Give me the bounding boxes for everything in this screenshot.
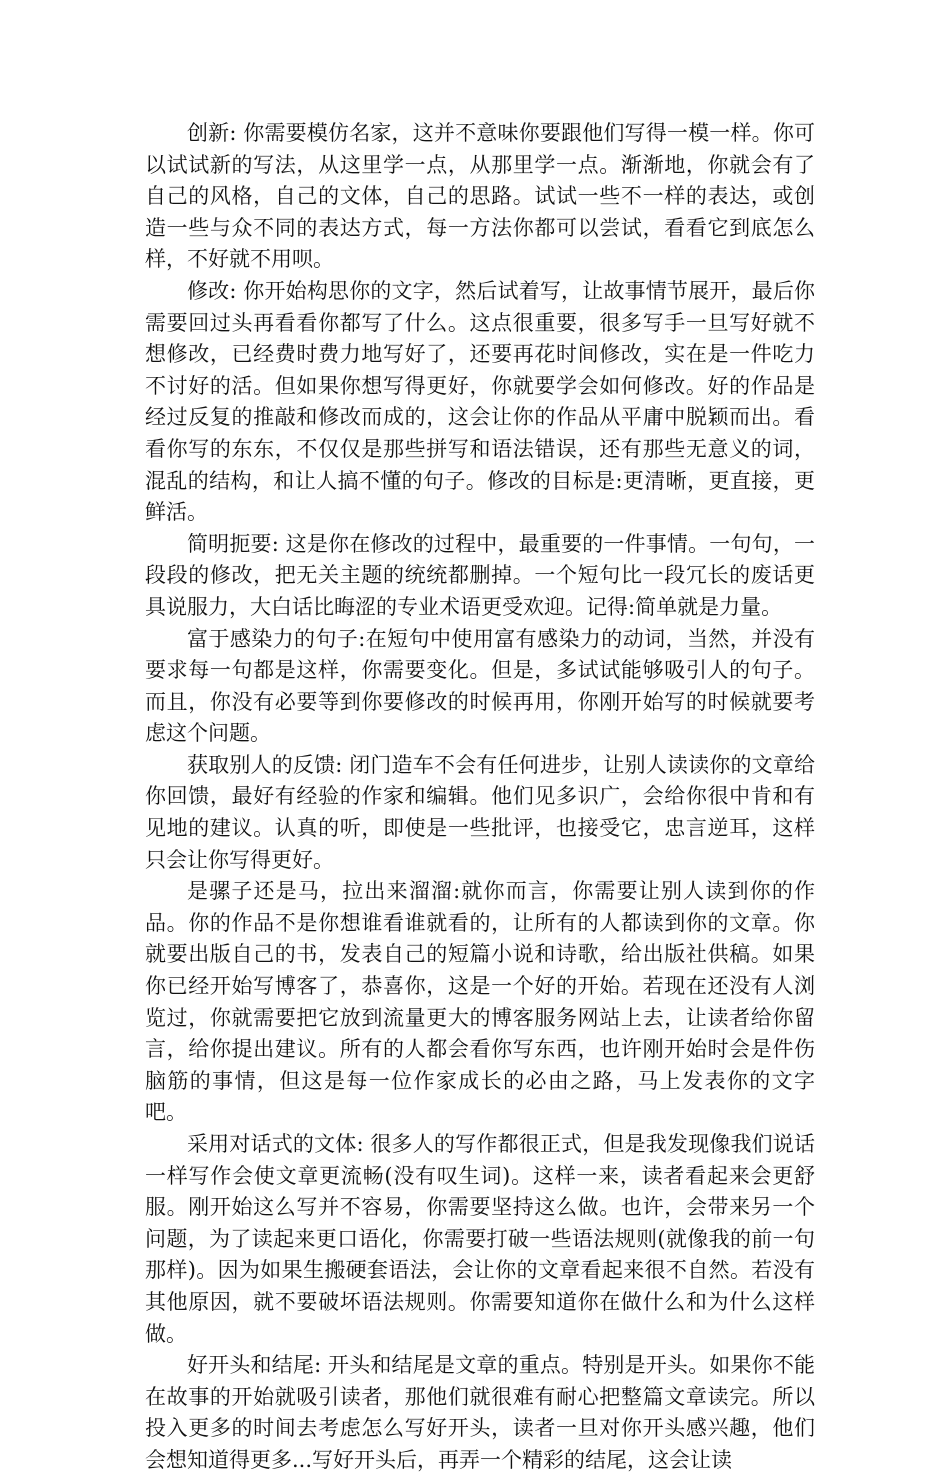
paragraph-innovation: 创新: 你需要模仿名家，这并不意味你要跟他们写得一模一样。你可以试试新的写法，从这里学一点，从那里学一点。渐渐地，你就会有了自己的风格，自己的文体，自己的思路。试试一些不一样的表达，或创造一些与众不同的表达方式，每一方法你都可以尝试，看看它到底怎么样，不好就不用呗。	[145, 121, 815, 272]
paragraph-conversational-style: 采用对话式的文体: 很多人的写作都很正式，但是我发现像我们说话一样写作会使文章更流畅(没有叹生词)。这样一来，读者看起来会更舒服。刚开始这么写并不容易，你需要坚持这么做。也许，会带来另一个问题，为了读起来更口语化，你需要打破一些语法规则(就像我的前一句那样)。因为如果生搬硬套语法，会让你的文章看起来很不自然。若没有其他原因，就不要破坏语法规则。你需要知道你在做什么和为什么这样做。	[145, 1132, 815, 1346]
document-body	[145, 118, 815, 1477]
paragraph-revision: 修改: 你开始构思你的文字，然后试着写，让故事情节展开，最后你需要回过头再看看你都写了什么。这点很重要，很多写手一旦写好就不想修改，已经费时费力地写好了，还要再花时间修改，实在是一件吃力不讨好的活。但如果你想写得更好，你就要学会如何修改。好的作品是经过反复的推敲和修改而成的，这会让你的作品从平庸中脱颖而出。看看你写的东东，不仅仅是那些拼写和语法错误，还有那些无意义的词，混乱的结构，和让人搞不懂的句子。修改的目标是:更清晰，更直接，更鲜活。	[145, 278, 815, 525]
paragraph-concise: 简明扼要: 这是你在修改的过程中，最重要的一件事情。一句句，一段段的修改，把无关主题的统统都删掉。一个短句比一段冗长的废话更具说服力，大白话比晦涩的专业术语更受欢迎。记得:简单就是力量。	[145, 531, 815, 619]
paragraph-expressive-sentences: 富于感染力的句子:在短句中使用富有感染力的动词，当然，并没有要求每一句都是这样，你需要变化。但是，多试试能够吸引人的句子。而且，你没有必要等到你要修改的时候再用，你刚开始写的时候就要考虑这个问题。	[145, 626, 815, 746]
paragraph-opening-ending: 好开头和结尾: 开头和结尾是文章的重点。特别是开头。如果你不能在故事的开始就吸引读者，那他们就很难有耐心把整篇文章读完。所以投入更多的时间去考虑怎么写好开头，读者一旦对你开头感兴趣，他们会想知道得更多...写好开头后，再弄一个精彩的结尾，这会让读	[145, 1353, 815, 1472]
paragraph-publish: 是骡子还是马，拉出来溜溜:就你而言，你需要让别人读到你的作品。你的作品不是你想谁看谁就看的，让所有的人都读到你的文章。你就要出版自己的书，发表自己的短篇小说和诗歌，给出版社供稿。如果你已经开始写博客了，恭喜你，这是一个好的开始。若现在还没有人浏览过，你就需要把它放到流量更大的博客服务网站上去，让读者给你留言，给你提出建议。所有的人都会看你写东西，也许刚开始时会是件伤脑筋的事情，但这是每一位作家成长的必由之路，马上发表你的文字吧。	[145, 879, 815, 1125]
paragraph-feedback: 获取别人的反馈: 闭门造车不会有任何进步，让别人读读你的文章给你回馈，最好有经验的作家和编辑。他们见多识广，会给你很中肯和有见地的建议。认真的听，即使是一些批评，也接受它，忠言逆耳，这样只会让你写得更好。	[145, 752, 815, 872]
